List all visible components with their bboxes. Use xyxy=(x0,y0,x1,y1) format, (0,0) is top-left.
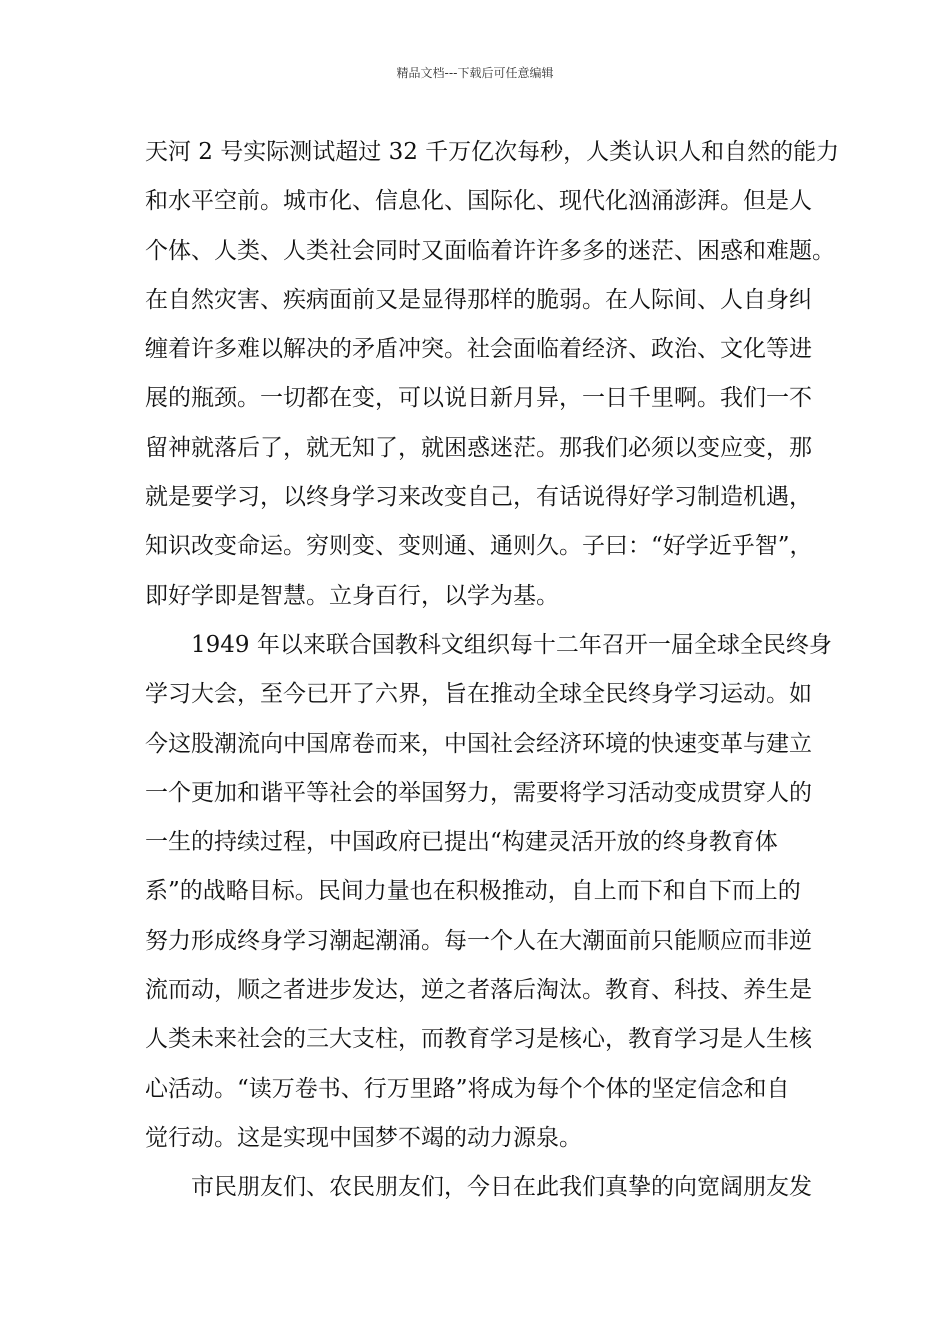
text-line: 展的瓶颈。一切都在变，可以说日新月异，一日千里啊。我们一不 xyxy=(145,385,812,412)
text-line: 努力形成终身学习潮起潮涌。每一个人在大潮面前只能顺应而非逆 xyxy=(145,927,812,954)
text-line: 知识改变命运。穷则变、变则通、通则久。子曰：“好学近乎智”， xyxy=(145,533,813,560)
text-line: 天河 2 号实际测试超过 32 千万亿次每秒，人类认识人和自然的能力 xyxy=(145,139,840,165)
text-line: 留神就落后了，就无知了，就困惑迷茫。那我们必须以变应变，那 xyxy=(145,434,812,461)
text-line: 心活动。“读万卷书、行万里路”将成为每个个体的坚定信念和自 xyxy=(145,1075,790,1102)
text-line: 就是要学习，以终身学习来改变自己，有话说得好学习制造机遇， xyxy=(145,484,812,511)
text-line: 觉行动。这是实现中国梦不竭的动力源泉。 xyxy=(145,1124,582,1151)
text-line: 市民朋友们、农民朋友们，今日在此我们真挚的向宽阔朋友发 xyxy=(191,1174,812,1201)
paragraph-3 xyxy=(145,1163,812,1212)
text-line: 个体、人类、人类社会同时又面临着许许多多的迷茫、困惑和难题。 xyxy=(145,237,835,264)
text-line: 缠着许多难以解决的矛盾冲突。社会面临着经济、政治、文化等进 xyxy=(145,336,812,363)
text-line: 即好学即是智慧。立身百行，以学为基。 xyxy=(145,582,559,609)
body-text xyxy=(145,128,840,1213)
page-header: 精品文档---下载后可任意编辑 xyxy=(396,66,554,80)
text-line: 系”的战略目标。民间力量也在积极推动，自上而下和自下而上的 xyxy=(145,878,801,905)
text-line: 今这股潮流向中国席卷而来，中国社会经济环境的快速变革与建立 xyxy=(145,730,812,757)
text-line: 学习大会，至今已开了六界，旨在推动全球全民终身学习运动。如 xyxy=(145,681,812,708)
paragraph-1 xyxy=(145,128,840,621)
text-line: 和水平空前。城市化、信息化、国际化、现代化汹涌澎湃。但是人 xyxy=(145,188,812,215)
text-line: 流而动，顺之者进步发达，逆之者落后淘汰。教育、科技、养生是 xyxy=(145,977,812,1004)
text-line: 一个更加和谐平等社会的举国努力，需要将学习活动变成贯穿人的 xyxy=(145,779,812,806)
text-line: 人类未来社会的三大支柱，而教育学习是核心，教育学习是人生核 xyxy=(145,1026,812,1053)
paragraph-2 xyxy=(145,621,832,1163)
text-line: 一生的持续过程，中国政府已提出“构建灵活开放的终身教育体 xyxy=(145,829,778,856)
text-line: 在自然灾害、疾病面前又是显得那样的脆弱。在人际间、人自身纠 xyxy=(145,286,812,313)
text-line: 1949 年以来联合国教科文组织每十二年召开一届全球全民终身 xyxy=(191,631,832,658)
